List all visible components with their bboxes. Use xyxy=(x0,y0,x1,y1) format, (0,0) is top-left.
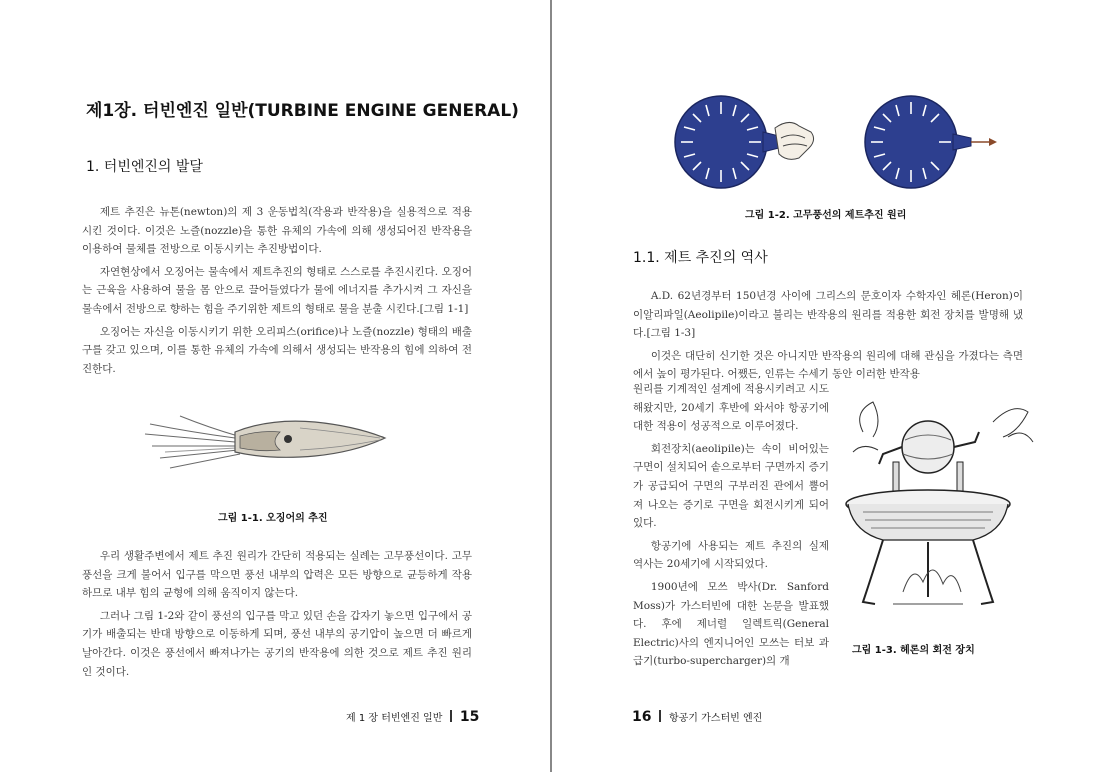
body-text-block-3 xyxy=(633,287,1023,384)
page-number: 15 xyxy=(459,709,480,725)
squid-figure xyxy=(140,402,390,482)
footer-chapter: 제 1 장 터빈엔진 일반 xyxy=(346,713,443,724)
figure-caption: 그림 1-3. 헤론의 회전 장치 xyxy=(852,645,975,656)
balloon-figure xyxy=(671,92,1071,192)
aeolipile-figure xyxy=(843,392,1043,622)
paragraph: 이것은 대단히 신기한 것은 아니지만 반작용의 원리에 대해 관심을 가졌다는 측면에서 높이 평가된다. 어쨌든, 인류는 수세기 동안 이러한 반작용 xyxy=(633,349,1023,381)
paragraph: 항공기에 사용되는 제트 추진의 실제 역사는 20세기에 시작되었다. xyxy=(633,539,829,571)
page-footer xyxy=(346,709,479,725)
paragraph: A.D. 62년경부터 150년경 사이에 그리스의 문호이자 수학자인 헤론(Heron)이 이알리파일(Aeolipile)이라고 불리는 반작용의 원리를 적용한 회전 장치를 발명해 냈다.[그림 1-3] xyxy=(633,290,1023,340)
paragraph: 그러나 그림 1-2와 같이 풍선의 입구를 막고 있던 손을 갑자기 놓으면 입구에서 공기가 배출되는 반대 방향으로 이동하게 되며, 풍선 내부의 공기압이 높으면 더 빠르게 날아간다. 이것은 풍선에서 빠져나가는 공기의 반작용에 의한 것으로 제트 추진 원리인 것이다. xyxy=(82,609,472,678)
page-number: 16 xyxy=(632,709,652,725)
section-title: 1. 터빈엔진의 발달 xyxy=(86,159,203,175)
chapter-title: 제1장. 터빈엔진 일반(TURBINE ENGINE GENERAL) xyxy=(86,101,519,121)
page-footer xyxy=(632,709,762,725)
body-text-block-1 xyxy=(82,203,472,378)
footer-separator xyxy=(450,710,452,722)
section-title: 1.1. 제트 추진의 역사 xyxy=(633,250,768,266)
book-spine-divider xyxy=(550,0,552,772)
paragraph: 원리를 기계적인 설계에 적용시키려고 시도해왔지만, 20세기 후반에 와서야 항공기에 대한 적용이 성공적으로 이루어졌다. xyxy=(633,383,829,433)
paragraph: 자연현상에서 오징어는 물속에서 제트추진의 형태로 스스로를 추진시킨다. 오징어는 근육을 사용하여 물을 몸 안으로 끌어들였다가 물에 에너지를 추가시켜 그 자신을 물속에서 전방으로 향하는 힘을 주기위한 제트의 형태로 물을 분출 시킨다.[그림 1-1] xyxy=(82,265,472,315)
balloon-released xyxy=(865,96,997,188)
figure-caption: 그림 1-2. 고무풍선의 제트추진 원리 xyxy=(745,210,907,221)
paragraph: 오징어는 자신을 이동시키기 위한 오리피스(orifice)나 노즐(nozzle) 형태의 배출구를 갖고 있으며, 이를 통한 유체의 가속에 의해서 생성되는 반작용의 힘에 의하여 전진한다. xyxy=(82,325,472,375)
footer-separator xyxy=(659,710,661,722)
aeolipile-illustration xyxy=(843,392,1043,622)
paragraph: 우리 생활주변에서 제트 추진 원리가 간단히 적용되는 실례는 고무풍선이다. 고무풍선을 크게 불어서 입구를 막으면 풍선 내부의 압력은 모든 방향으로 균등하게 작용하므로 내부 힘의 균형에 의해 움직이지 않는다. xyxy=(82,550,472,600)
balloon-held xyxy=(675,96,814,188)
body-text-block-4 xyxy=(633,380,829,671)
paragraph: 제트 추진은 뉴톤(newton)의 제 3 운동법칙(작용과 반작용)을 실용적으로 적용시킨 것이다. 이것은 노즐(nozzle)을 통한 유체의 가속에 의해 생성되어진 반작용을 이용하여 물체를 전방으로 이동시키는 추진방법이다. xyxy=(82,206,472,256)
figure-caption: 그림 1-1. 오징어의 추진 xyxy=(218,513,328,524)
body-text-block-2 xyxy=(82,547,472,681)
paragraph: 회전장치(aeolipile)는 속이 비어있는 구면이 설치되어 솥으로부터 구면까지 증기가 공급되어 구면의 구부러진 관에서 뿜어져 나오는 증기로 구면을 회전시키게 되어있다. xyxy=(633,442,829,530)
paragraph: 1900년에 모쓰 박사(Dr. Sanford Moss)가 가스터빈에 대한 논문을 발표했다. 후에 제너럴 일렉트릭(General Electric)사의 엔지니어인 모쓰는 터보 과급기(turbo-supercharger)의 개 xyxy=(633,580,829,668)
balloon-illustration xyxy=(671,92,1071,192)
squid-illustration xyxy=(140,402,390,482)
footer-book-title: 항공기 가스터빈 엔진 xyxy=(668,713,763,724)
right-page xyxy=(553,0,1102,772)
